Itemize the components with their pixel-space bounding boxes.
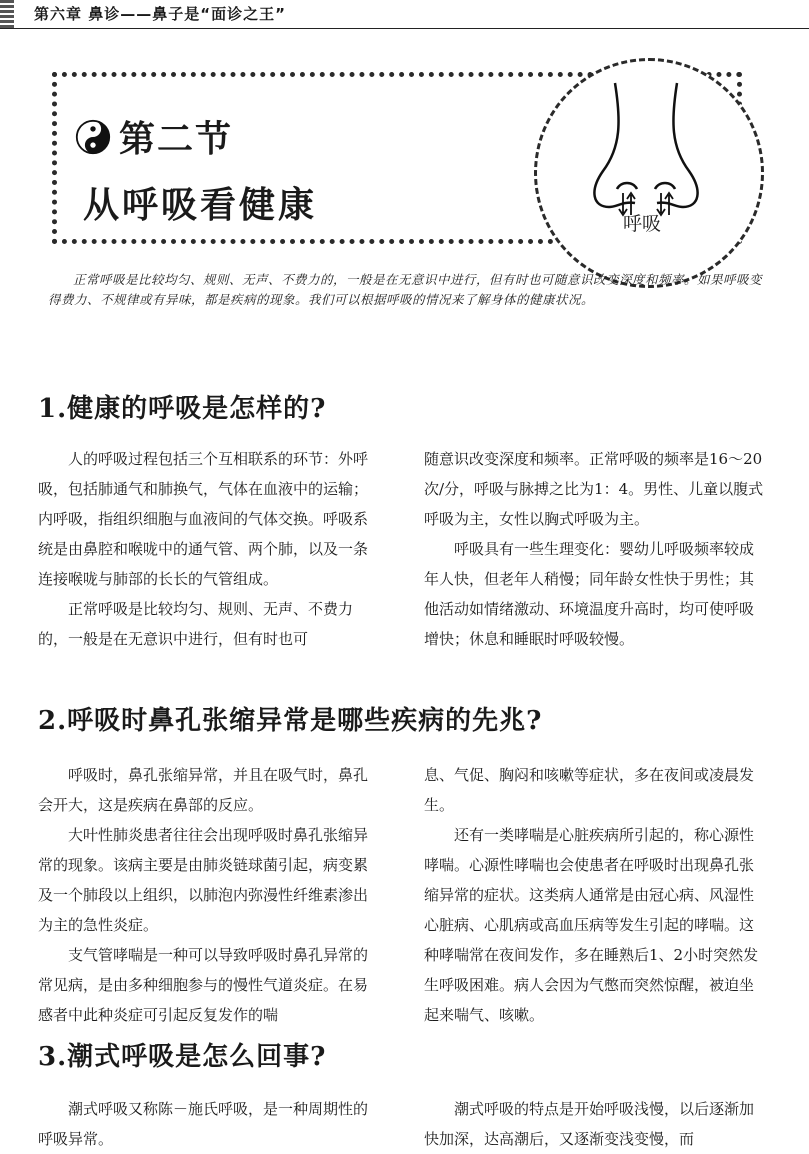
running-head-bar [0, 0, 14, 28]
q2-right-column [424, 760, 764, 1030]
q3-right-column [424, 1094, 764, 1154]
q1-left-column [38, 444, 378, 654]
nose-icon [537, 61, 761, 285]
paragraph: 支气管哮喘是一种可以导致呼吸时鼻孔异常的常见病，是由多种细胞参与的慢性气道炎症。在易感者中此种炎症可引起反复发作的喘 [38, 946, 369, 1024]
paragraph: 潮式呼吸的特点是开始呼吸浅慢，以后逐渐加快加深，达高潮后，又逐渐变浅变慢，而 [424, 1100, 755, 1148]
q1-heading: 1.健康的呼吸是怎样的? [38, 394, 327, 424]
paragraph: 人的呼吸过程包括三个互相联系的环节：外呼吸，包括肺通气和肺换气，气体在血液中的运输；内呼吸，指组织细胞与血液间的气体交换。呼吸系统是由鼻腔和喉咙中的通气管、两个肺，以及一条连接喉咙与肺部的长长的气管组成。 [38, 450, 369, 588]
q1-right-column [424, 444, 764, 654]
paragraph: 大叶性肺炎患者往往会出现呼吸时鼻孔张缩异常的现象。该病主要是由肺炎链球菌引起，病变累及一个肺段以上组织，以肺泡内弥漫性纤维素渗出为主的急性炎症。 [38, 826, 369, 934]
section-title: 从呼吸看健康 [83, 185, 318, 226]
q2-heading: 2.呼吸时鼻孔张缩异常是哪些疾病的先兆? [38, 706, 543, 736]
intro-paragraph: 正常呼吸是比较均匀、规则、无声、不费力的，一般是在无意识中进行，但有时也可随意识改变深度和频率。如果呼吸变得费力、不规律或有异味，都是疾病的现象。我们可以根据呼吸的情况来了解身体的健康状况。 [48, 272, 763, 307]
paragraph: 潮式呼吸又称陈－施氏呼吸，是一种周期性的呼吸异常。 [38, 1100, 369, 1148]
paragraph: 呼吸时，鼻孔张缩异常，并且在吸气时，鼻孔会开大，这是疾病在鼻部的反应。 [38, 766, 369, 814]
q2-left-column [38, 760, 378, 1030]
nose-illustration [534, 58, 764, 288]
paragraph: 正常呼吸是比较均匀、规则、无声、不费力的，一般是在无意识中进行，但有时也可 [38, 600, 354, 648]
q3-heading: 3.潮式呼吸是怎么回事? [38, 1042, 327, 1072]
breath-label: 呼吸 [623, 213, 662, 235]
paragraph: 还有一类哮喘是心脏疾病所引起的，称心源性哮喘。心源性哮喘也会使患者在呼吸时出现鼻孔张缩异常的症状。这类病人通常是由冠心病、风湿性心脏病、心肌病或高血压病等发生引起的哮喘。这种哮喘常在夜间发作，多在睡熟后1、2小时突然发生呼吸困难。病人会因为气憋而突然惊醒，被迫坐起来喘气、咳嗽。 [424, 826, 759, 1024]
running-head [0, 0, 809, 29]
paragraph: 随意识改变深度和频率。正常呼吸的频率是16～20次/分，呼吸与脉搏之比为1：4。男性、儿童以腹式呼吸为主，女性以胸式呼吸为主。 [424, 450, 764, 528]
yin-yang-icon [75, 119, 111, 155]
q3-left-column [38, 1094, 378, 1154]
chapter-title: 第六章 鼻诊——鼻子是“面诊之王” [34, 5, 286, 23]
paragraph: 呼吸具有一些生理变化：婴幼儿呼吸频率较成年人快，但老年人稍慢；同年龄女性快于男性；其他活动如情绪激动、环境温度升高时，均可使呼吸增快；休息和睡眠时呼吸较慢。 [424, 540, 755, 648]
section-number: 第二节 [119, 119, 234, 160]
paragraph: 息、气促、胸闷和咳嗽等症状，多在夜间或凌晨发生。 [424, 766, 755, 814]
